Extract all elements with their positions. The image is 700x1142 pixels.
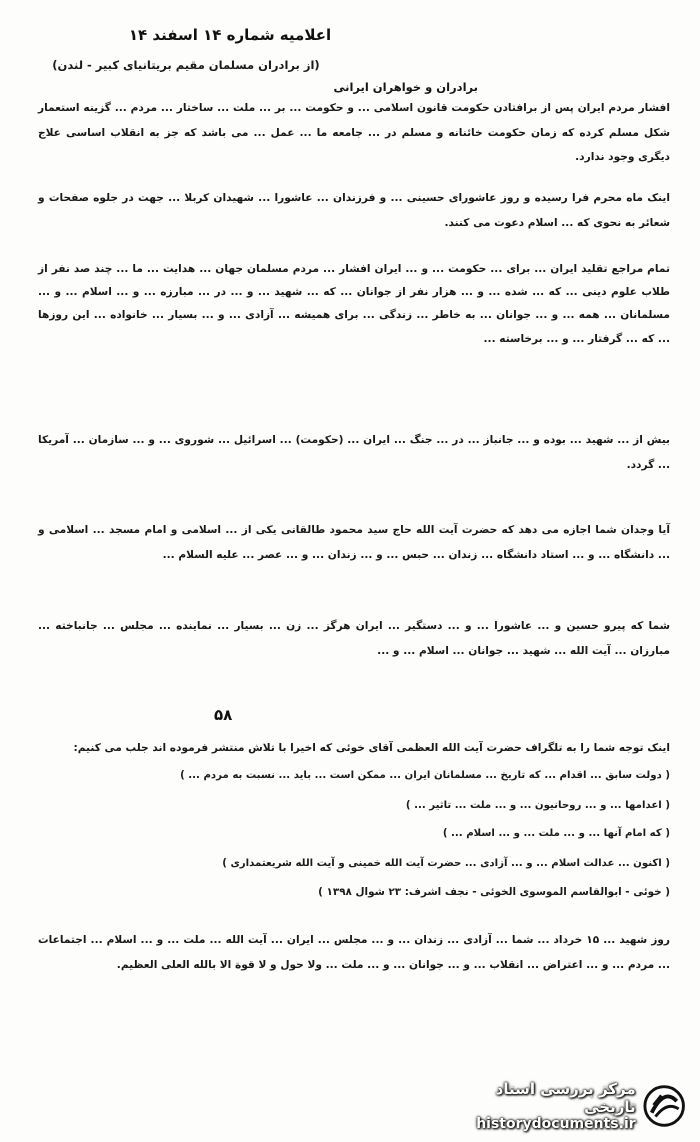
salutation: برادران و خواهران ایرانی — [333, 80, 478, 94]
quote-line-1: ( دولت سابق ... اقدام ... که تاریخ ... مسلمانان ایران ... ممکن است ... باید ... نسبت به مردم ... ) — [180, 770, 670, 781]
paragraph-4: بیش از ... شهید ... بوده و ... جانباز ... در ... جنگ ... ایران ... (حکومت) ... اسرائیل ... شوروی ... و ... سازمان ... آمریکا ... گردد. — [38, 434, 670, 471]
document-title: اعلامیه شماره ۱۴ اسفند ۱۴ — [128, 26, 332, 44]
paragraph-6: شما که پیرو حسین و ... عاشورا ... و ... دستگیر ... ایران هرگز ... زن ... بسیار ... نماینده ... مجلس ... جانباخته ... مبارزان ... آیت الله ... شهید ... جوانان ... اسلام ... و ... — [38, 620, 670, 657]
watermark-url: historydocuments.ir — [476, 1116, 636, 1132]
watermark — [446, 1078, 686, 1134]
paragraph-2: اینک ماه محرم فرا رسیده و روز عاشورای حسینی ... و فرزندان ... عاشورا ... شهیدان کربلا ... جهت در جلوه صفحات و شعائر به نحوی که ... اسلام دعوت می کنند. — [38, 192, 670, 229]
quote-line-4: ( اکنون ... عدالت اسلام ... و ... آزادی ... حضرت آیت الله خمینی و آیت الله شریعتمداری ) — [222, 858, 670, 869]
quote-line-3: ( که امام آنها ... و ... ملت ... و ... اسلام ... ) — [442, 828, 670, 839]
watermark-persian: مرکز بررسی اسناد تاریخی — [495, 1080, 636, 1116]
quote-line-2: ( اعدامها ... و ... روحانیون ... و ... ملت ... تاثیر ... ) — [405, 800, 670, 811]
watermark-text — [446, 1080, 636, 1132]
final-paragraph: روز شهید ... ۱۵ خرداد ... شما ... آزادی ... زندان ... و ... مجلس ... ایران ... آیت الله ... ملت ... و ... اسلام ... اجتماعات ... مردم ... و ... اعتراض ... انقلاب ... و ... جوانان ... و ... ملت ... ولا حول و لا قوة الا بالله العلی العظیم. — [38, 934, 670, 971]
page-number: ۵۸ — [214, 706, 233, 724]
document-subtitle: (از برادران مسلمان مقیم بریتانیای کبیر - لندن) — [52, 58, 320, 72]
archive-logo-icon — [642, 1083, 686, 1129]
paragraph-5: آیا وجدان شما اجازه می دهد که حضرت آیت الله حاج سید محمود طالقانی یکی از ... اسلامی و امام مسجد ... اسلامی و ... دانشگاه ... و ... استاد دانشگاه ... زندان ... حبس ... و ... زندان ... و ... عصر ... علیه السلام ... — [38, 524, 670, 561]
paragraph-3: تمام مراجع تقلید ایران ... برای ... حکومت ... و ... ایران افشار ... مردم مسلمان جهان ... هدایت ... ما ... چند صد نفر از طلاب علوم دینی ... که ... شده ... و ... هزار نفر از جوانان ... که ... شهید ... و ... در ... مبارزه ... و ... اسلام ... و ... مسلمانان ... همه ... و ... جوانان ... به خاطر ... زندگی ... برای همیشه ... آزادی ... و ... بسیار ... خانواده ... این روزها ... که ... گرفتار ... و ... برخاسته ... — [38, 263, 670, 345]
paragraph-7: اینک توجه شما را به تلگراف حضرت آیت الله العظمی آقای خوئی که اخیرا با تلاش منتشر فرموده اند جلب می کنیم: — [73, 742, 670, 754]
paragraph-1: افشار مردم ایران پس از برافتادن حکومت قانون اسلامی ... و حکومت ... بر ... ملت ... ساختار ... مردم ... گزینه استعمار شکل مسلم کرده که زمان حکومت خائنانه و مسلم در ... جامعه ما ... عمل ... می باشد که جز به انقلاب اساسی علاج دیگری وجود ندارد. — [38, 102, 670, 164]
signature-line: ( خوئی - ابوالقاسم الموسوی الخوئی - نجف اشرف: ۲۳ شوال ۱۳۹۸ ) — [318, 886, 670, 898]
